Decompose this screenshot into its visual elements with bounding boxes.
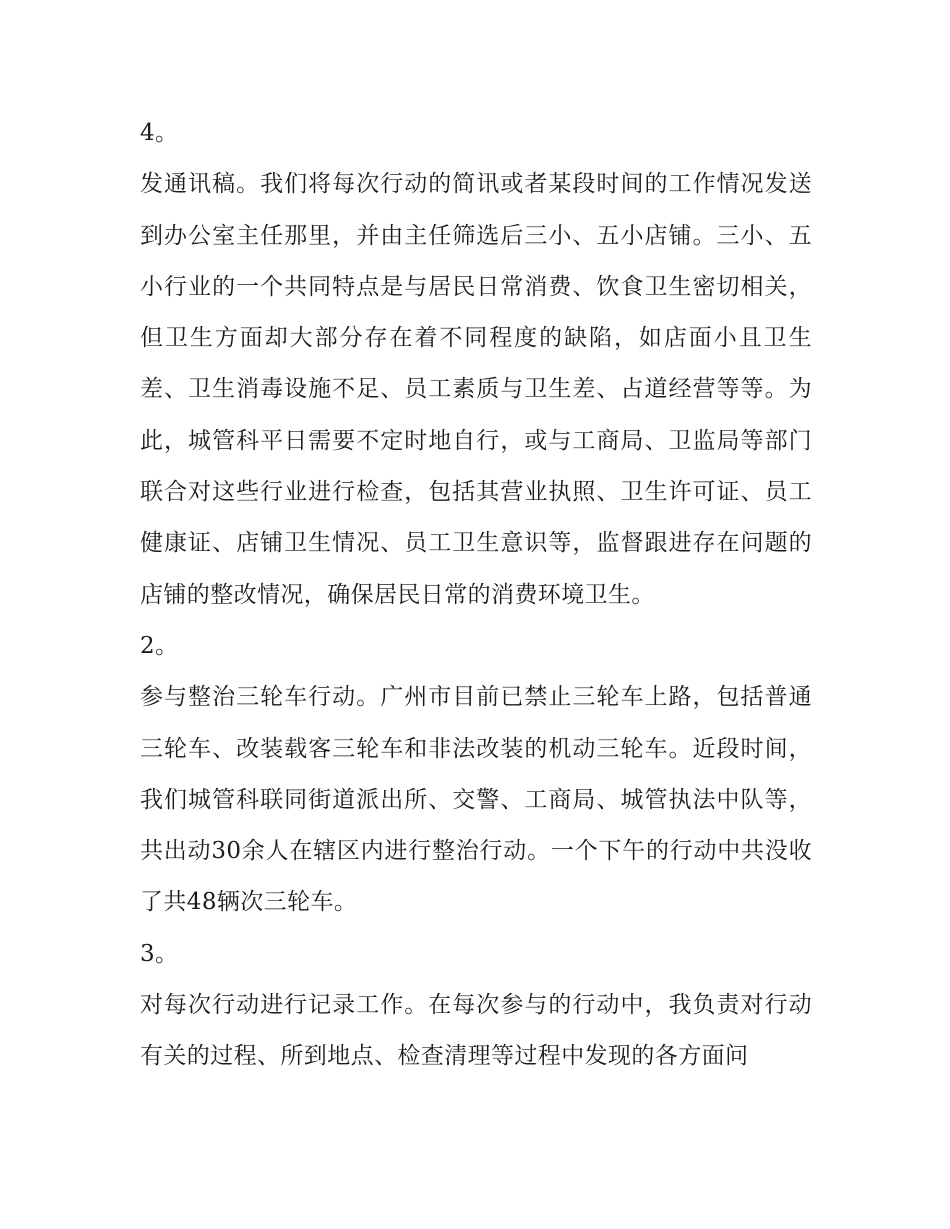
section-number: 4。 (140, 120, 179, 146)
document-body (140, 108, 812, 1083)
section-paragraph: 发通讯稿。我们将每次行动的简讯或者某段时间的工作情况发送到办公室主任那里，并由主任筛选后三小、五小店铺。三小、五小行业的一个共同特点是与居民日常消费、饮食卫生密切相关，但卫生方面却大部分存在着不同程度的缺陷，如店面小且卫生差、卫生消毒设施不足、员工素质与卫生差、占道经营等等。为此，城管科平日需要不定时地自行，或与工商局、卫监局等部门联合对这些行业进行检查，包括其营业执照、卫生许可证、员工健康证、店铺卫生情况、员工卫生意识等，监督跟进存在问题的店铺的整改情况，确保居民日常的消费环境卫生。 (140, 171, 812, 608)
section-paragraph: 对每次行动进行记录工作。在每次参与的行动中，我负责对行动有关的过程、所到地点、检查清理等过程中发现的各方面问 (140, 992, 812, 1070)
section-paragraph: 参与整治三轮车行动。广州市目前已禁止三轮车上路，包括普通三轮车、改装载客三轮车和非法改装的机动三轮车。近段时间，我们城管科联同街道派出所、交警、工商局、城管执法中队等，共出动30余人在辖区内进行整治行动。一个下午的行动中共没收了共48辆次三轮车。 (140, 684, 812, 916)
section-number: 3。 (140, 940, 179, 967)
section-number: 2。 (140, 632, 179, 659)
